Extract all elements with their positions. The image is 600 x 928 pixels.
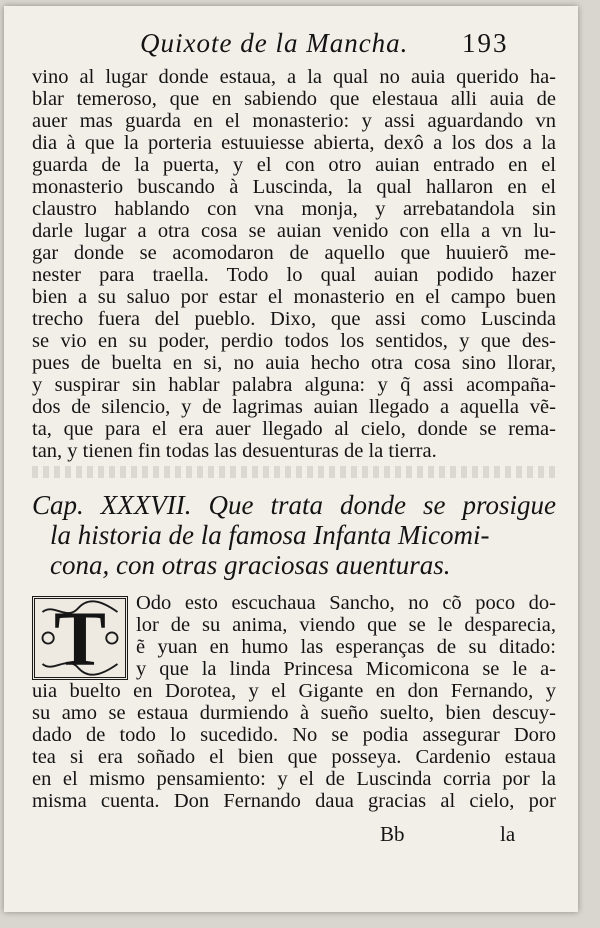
drop-cap (32, 596, 128, 680)
text-line: misma cuenta. Don Fernando daua gracias al cielo, por (32, 790, 556, 812)
text-line: dia à que la porteria estuuiesse abierta, dexô a los dos a la (32, 132, 556, 154)
text-line: gar donde se acomodaron de aquello que huuierõ me- (32, 242, 556, 264)
text-line: dado de todo lo sucedido. No se podia assegurar Doro (32, 724, 556, 746)
text-line: guarda de la puerta, y el con otro auian entrado en el (32, 154, 556, 176)
page-footer (32, 822, 556, 848)
page-number: 193 (462, 28, 509, 58)
text-line: dos de silencio, y de lagrimas auian llegado a aquella vẽ- (32, 396, 556, 418)
paragraph-1 (32, 66, 556, 478)
text-line: y que la linda Princesa Micomicona se le a- (136, 658, 556, 680)
book-page (4, 6, 578, 912)
paragraph-2 (32, 592, 556, 812)
text-line: monasterio buscando à Luscinda, la qual hallaron en el (32, 176, 556, 198)
text-line: blar temeroso, que en sabiendo que elestaua alli auia de (32, 88, 556, 110)
chapter-heading-line: cona, con otras graciosas auenturas. (50, 550, 451, 580)
text-line: ẽ yuan en humo las esperanças de su ditado: (136, 636, 556, 658)
signature-mark: Bb (380, 822, 405, 846)
chapter-heading-line: la historia de la famosa Infanta Micomi- (50, 520, 490, 550)
text-line: nester para traella. Todo lo qual auian podido hazer (32, 264, 556, 286)
text-line: se vio en su poder, perdio todos los sentidos, y que des- (32, 330, 556, 352)
text-line: auer mas guarda en el monasterio: y assi aguardando vn (32, 110, 556, 132)
chapter-heading (32, 490, 556, 580)
text-line: lor de su anima, viendo que se le desparecia, (136, 614, 556, 636)
show-through-ink (32, 466, 556, 478)
text-line: vino al lugar donde estaua, a la qual no auia querido ha- (32, 66, 556, 88)
text-line: y suspirar sin hablar palabra alguna: y q̃ assi acompaña- (32, 374, 556, 396)
text-line: trecho fuera del pueblo. Dixo, que assi como Luscinda (32, 308, 556, 330)
page-header (4, 22, 578, 62)
text-line: ta, que para el era auer llegado al cielo, donde se rema- (32, 418, 556, 440)
text-line: claustro hablando con vna monja, y arrebatandola sin (32, 198, 556, 220)
text-line: Odo esto escuchaua Sancho, no cõ poco do- (136, 592, 556, 614)
text-line: pues de buelta en si, no auia hecho otra cosa sino llorar, (32, 352, 556, 374)
running-title: Quixote de la Mancha. (140, 28, 409, 58)
text-line: bien a su saluo por estar el monasterio en el campo buen (32, 286, 556, 308)
full-width-lines (32, 680, 556, 812)
chapter-heading-line: Cap. XXXVII. Que trata donde se prosigue (32, 490, 556, 520)
catchword: la (500, 822, 516, 846)
text-line: su amo se estaua durmiendo à sueño suelto, bien descuy- (32, 702, 556, 724)
text-line: tea si era soñado el bien que posseya. Cardenio estaua (32, 746, 556, 768)
text-line: darle lugar a otra cosa se auian venido con ella a vn lu- (32, 220, 556, 242)
drop-cap-letter: T (53, 595, 107, 682)
text-line: uia buelto en Dorotea, y el Gigante en don Fernando, y (32, 680, 556, 702)
text-line: tan, y tienen fin todas las desuenturas de la tierra. (32, 440, 437, 462)
text-line: en el mismo pensamiento: y el de Luscinda corria por la (32, 768, 556, 790)
